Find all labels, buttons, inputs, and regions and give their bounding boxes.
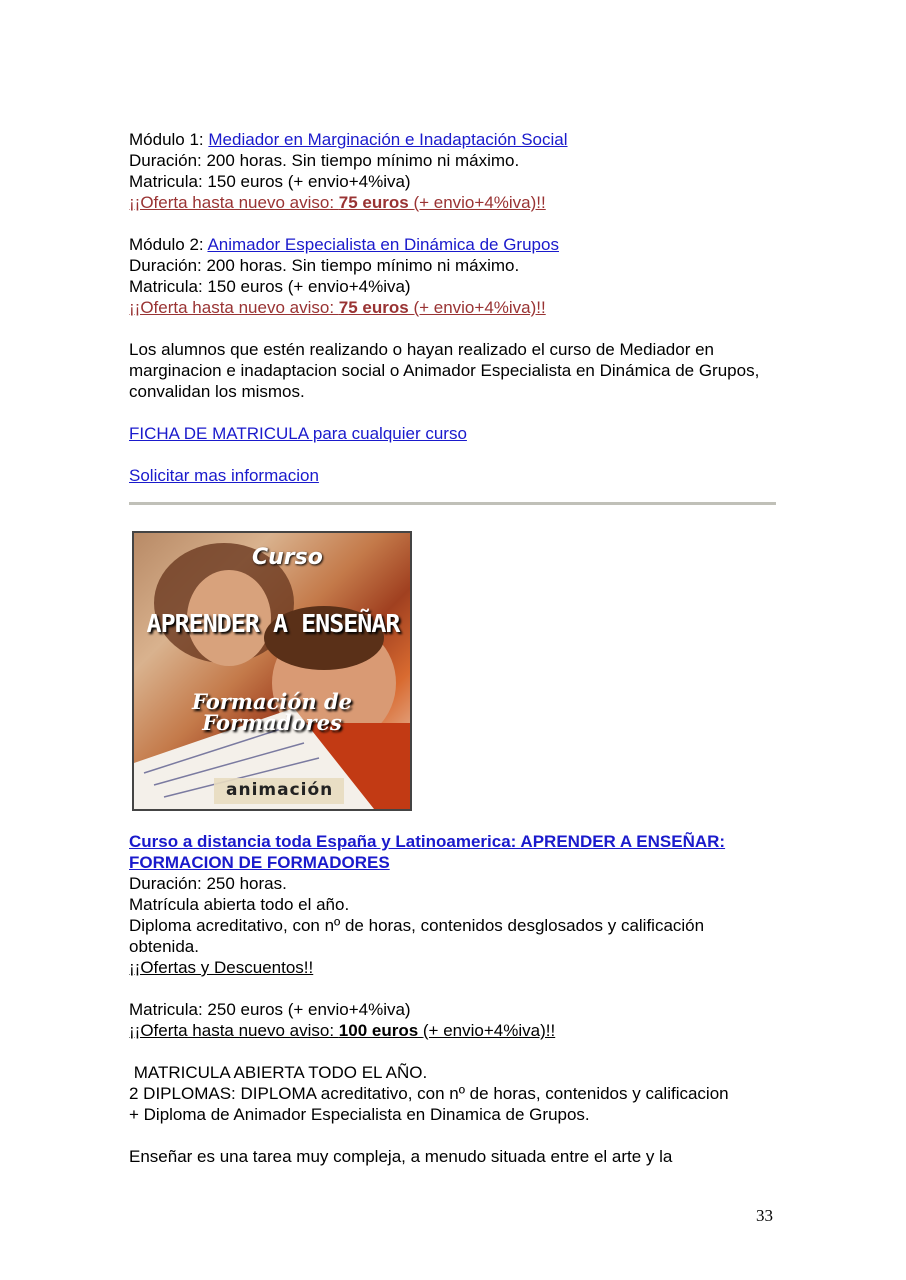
module-1-fee: Matricula: 150 euros (+ envio+4%iva) bbox=[129, 172, 411, 191]
course-diplomas-line-2: + Diploma de Animador Especialista en Dinamica de Grupos. bbox=[129, 1105, 590, 1124]
module-1-prefix: Módulo 1: bbox=[129, 130, 209, 149]
module-2-prefix: Módulo 2: bbox=[129, 235, 208, 254]
course-fee: Matricula: 250 euros (+ envio+4%iva) bbox=[129, 1000, 411, 1019]
course-image-subtitle: Formación de Formadores bbox=[191, 689, 353, 735]
module-1-offer-suffix: (+ envio+4%iva)!! bbox=[413, 193, 546, 212]
module-1-heading bbox=[129, 129, 779, 150]
course-title-link[interactable]: Curso a distancia toda España y Latinoamerica: APRENDER A ENSEÑAR: FORMACION DE FORMADORES bbox=[129, 832, 726, 872]
module-2-link[interactable]: Animador Especialista en Dinámica de Grupos bbox=[207, 235, 559, 254]
course-offers-link[interactable]: ¡¡Ofertas y Descuentos!! bbox=[129, 958, 314, 977]
module-2-offer-suffix: (+ envio+4%iva)!! bbox=[413, 298, 546, 317]
module-2-block bbox=[129, 234, 779, 318]
module-2-heading bbox=[129, 234, 779, 255]
course-teaching-text: Enseñar es una tarea muy compleja, a menudo situada entre el arte y la bbox=[129, 1147, 673, 1166]
course-block bbox=[129, 831, 779, 1167]
course-diplomas-line-1: 2 DIPLOMAS: DIPLOMA acreditativo, con nº de horas, contenidos y calificacion bbox=[129, 1084, 729, 1103]
course-image-logo: animación bbox=[226, 780, 334, 800]
module-1-offer[interactable] bbox=[129, 192, 779, 213]
module-2-duration: Duración: 200 horas. Sin tiempo mínimo ni máximo. bbox=[129, 256, 520, 275]
convalidation-paragraph: Los alumnos que estén realizando o hayan realizado el curso de Mediador en marginacion e inadaptacion social o Animador Especialista en Dinámica de Grupos, convalidan los mismos. bbox=[129, 340, 760, 401]
course-image-title-small: Curso bbox=[252, 545, 323, 570]
module-1-block bbox=[129, 129, 779, 213]
module-1-offer-text: ¡¡Oferta hasta nuevo aviso: bbox=[129, 193, 339, 212]
module-2-offer-text: ¡¡Oferta hasta nuevo aviso: bbox=[129, 298, 339, 317]
page-number: 33 bbox=[756, 1206, 773, 1225]
course-offer-price: 100 euros bbox=[338, 1021, 423, 1040]
course-offer[interactable] bbox=[129, 1020, 779, 1041]
course-offer-suffix: (+ envio+4%iva)!! bbox=[422, 1021, 556, 1040]
course-duration: Duración: 250 horas. bbox=[129, 874, 287, 893]
course-image-title: APRENDER A ENSEÑAR bbox=[146, 609, 400, 638]
more-info-link[interactable]: Solicitar mas informacion bbox=[129, 466, 319, 485]
module-1-offer-price: 75 euros bbox=[338, 193, 414, 212]
page-content bbox=[129, 129, 779, 1167]
course-image-graphic bbox=[134, 533, 410, 809]
module-1-link[interactable]: Mediador en Marginación e Inadaptación Social bbox=[208, 130, 568, 149]
enrollment-form-link[interactable]: FICHA DE MATRICULA para cualquier curso bbox=[129, 424, 467, 443]
horizontal-divider bbox=[129, 502, 776, 505]
module-2-fee: Matricula: 150 euros (+ envio+4%iva) bbox=[129, 277, 411, 296]
course-enrollment: Matrícula abierta todo el año. bbox=[129, 895, 350, 914]
course-open-all-year: MATRICULA ABIERTA TODO EL AÑO. bbox=[129, 1063, 428, 1082]
module-2-offer[interactable] bbox=[129, 297, 779, 318]
course-diploma: Diploma acreditativo, con nº de horas, contenidos desglosados y calificación obtenida. bbox=[129, 916, 705, 956]
course-offer-text: ¡¡Oferta hasta nuevo aviso: bbox=[129, 1021, 339, 1040]
course-image[interactable] bbox=[132, 531, 412, 811]
module-2-offer-price: 75 euros bbox=[338, 298, 414, 317]
module-1-duration: Duración: 200 horas. Sin tiempo mínimo ni máximo. bbox=[129, 151, 520, 170]
